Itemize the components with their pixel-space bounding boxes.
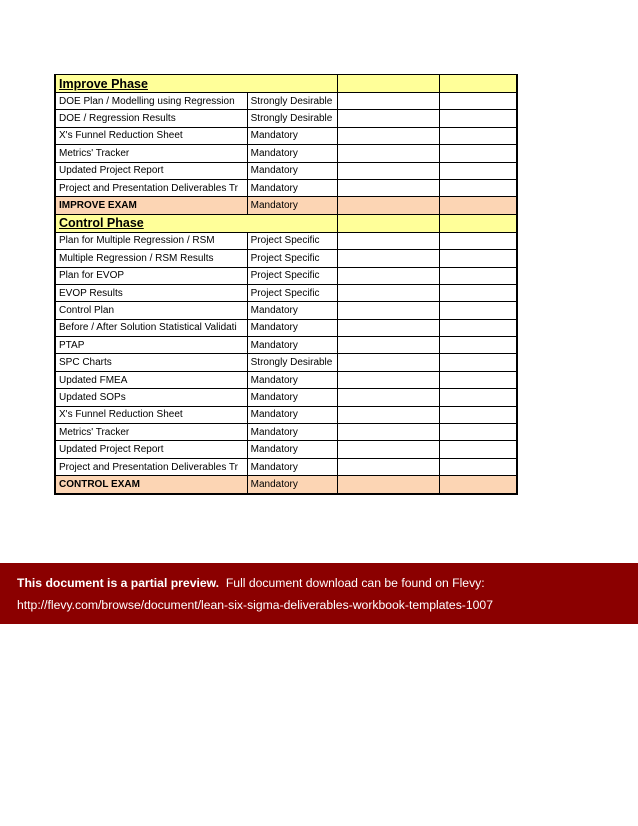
empty-cell[interactable]: [439, 424, 517, 441]
empty-cell[interactable]: [439, 232, 517, 249]
empty-cell[interactable]: [337, 232, 439, 249]
deliverable-cell[interactable]: Control Plan: [55, 302, 247, 319]
empty-cell[interactable]: [439, 93, 517, 110]
requirement-cell[interactable]: Mandatory: [247, 162, 337, 179]
table-row: [55, 458, 517, 475]
empty-cell[interactable]: [337, 389, 439, 406]
requirement-cell[interactable]: Mandatory: [247, 424, 337, 441]
table-row: [55, 337, 517, 354]
empty-cell[interactable]: [337, 302, 439, 319]
empty-cell[interactable]: [337, 319, 439, 336]
table-row: [55, 145, 517, 162]
empty-cell[interactable]: [439, 284, 517, 301]
deliverables-table: [54, 74, 518, 495]
empty-cell[interactable]: [337, 127, 439, 144]
empty-cell[interactable]: [439, 145, 517, 162]
requirement-cell[interactable]: Project Specific: [247, 232, 337, 249]
deliverable-cell[interactable]: Plan for Multiple Regression / RSM: [55, 232, 247, 249]
phase-empty-cell: [337, 214, 439, 232]
requirement-cell[interactable]: Mandatory: [247, 458, 337, 475]
table-row: [55, 302, 517, 319]
table-row: [55, 284, 517, 301]
preview-banner: [0, 563, 638, 624]
empty-cell[interactable]: [439, 319, 517, 336]
table-row: [55, 250, 517, 267]
empty-cell[interactable]: [337, 145, 439, 162]
requirement-cell[interactable]: Mandatory: [247, 406, 337, 423]
requirement-cell[interactable]: Strongly Desirable: [247, 93, 337, 110]
empty-cell[interactable]: [439, 441, 517, 458]
empty-cell[interactable]: [439, 406, 517, 423]
deliverable-cell[interactable]: Project and Presentation Deliverables Tr: [55, 179, 247, 196]
table-row: [55, 354, 517, 371]
empty-cell[interactable]: [337, 267, 439, 284]
empty-cell[interactable]: [337, 476, 439, 494]
deliverable-cell[interactable]: Project and Presentation Deliverables Tr: [55, 458, 247, 475]
empty-cell[interactable]: [337, 179, 439, 196]
deliverable-cell[interactable]: PTAP: [55, 337, 247, 354]
deliverable-cell[interactable]: Metrics' Tracker: [55, 424, 247, 441]
exam-requirement-cell[interactable]: Mandatory: [247, 197, 337, 214]
requirement-cell[interactable]: Project Specific: [247, 267, 337, 284]
deliverable-cell[interactable]: X's Funnel Reduction Sheet: [55, 127, 247, 144]
empty-cell[interactable]: [439, 179, 517, 196]
requirement-cell[interactable]: Mandatory: [247, 371, 337, 388]
banner-bold-text: This document is a partial preview.: [17, 576, 220, 590]
phase-title: Control Phase: [55, 214, 337, 232]
phase-header-row: [55, 214, 517, 232]
requirement-cell[interactable]: Project Specific: [247, 284, 337, 301]
empty-cell[interactable]: [439, 458, 517, 475]
deliverable-cell[interactable]: SPC Charts: [55, 354, 247, 371]
deliverable-cell[interactable]: Multiple Regression / RSM Results: [55, 250, 247, 267]
phase-empty-cell: [337, 75, 439, 93]
empty-cell[interactable]: [439, 110, 517, 127]
deliverable-cell[interactable]: EVOP Results: [55, 284, 247, 301]
empty-cell[interactable]: [439, 354, 517, 371]
deliverable-cell[interactable]: DOE Plan / Modelling using Regression: [55, 93, 247, 110]
exam-name-cell[interactable]: CONTROL EXAM: [55, 476, 247, 494]
empty-cell[interactable]: [439, 389, 517, 406]
table-row: [55, 267, 517, 284]
empty-cell[interactable]: [439, 337, 517, 354]
empty-cell[interactable]: [439, 127, 517, 144]
table-row: [55, 232, 517, 249]
table-row: [55, 93, 517, 110]
empty-cell[interactable]: [337, 250, 439, 267]
table-row: [55, 406, 517, 423]
exam-row: [55, 197, 517, 214]
empty-cell[interactable]: [439, 371, 517, 388]
requirement-cell[interactable]: Mandatory: [247, 319, 337, 336]
empty-cell[interactable]: [337, 354, 439, 371]
requirement-cell[interactable]: Mandatory: [247, 302, 337, 319]
empty-cell[interactable]: [337, 371, 439, 388]
requirement-cell[interactable]: Mandatory: [247, 389, 337, 406]
banner-download-link[interactable]: http://flevy.com/browse/document/lean-six-sigma-deliverables-workbook-templates-1007: [17, 598, 493, 612]
deliverable-cell[interactable]: Updated FMEA: [55, 371, 247, 388]
requirement-cell[interactable]: Strongly Desirable: [247, 354, 337, 371]
table-row: [55, 179, 517, 196]
deliverable-cell[interactable]: Updated Project Report: [55, 441, 247, 458]
table-row: [55, 319, 517, 336]
exam-requirement-cell[interactable]: Mandatory: [247, 476, 337, 494]
deliverable-cell[interactable]: Updated Project Report: [55, 162, 247, 179]
table-row: [55, 371, 517, 388]
requirement-cell[interactable]: Mandatory: [247, 127, 337, 144]
phase-title: Improve Phase: [55, 75, 337, 93]
empty-cell[interactable]: [337, 406, 439, 423]
empty-cell[interactable]: [439, 162, 517, 179]
table-row: [55, 162, 517, 179]
phase-empty-cell: [439, 75, 517, 93]
requirement-cell[interactable]: Mandatory: [247, 145, 337, 162]
requirement-cell[interactable]: Mandatory: [247, 337, 337, 354]
empty-cell[interactable]: [337, 337, 439, 354]
requirement-cell[interactable]: Project Specific: [247, 250, 337, 267]
deliverable-cell[interactable]: Plan for EVOP: [55, 267, 247, 284]
empty-cell[interactable]: [439, 267, 517, 284]
exam-name-cell[interactable]: IMPROVE EXAM: [55, 197, 247, 214]
empty-cell[interactable]: [337, 284, 439, 301]
requirement-cell[interactable]: Mandatory: [247, 441, 337, 458]
banner-message: [17, 576, 485, 590]
phase-header-row: [55, 75, 517, 93]
table-row: [55, 424, 517, 441]
table-row: [55, 110, 517, 127]
phase-empty-cell: [439, 214, 517, 232]
exam-row: [55, 476, 517, 494]
table-row: [55, 127, 517, 144]
table-row: [55, 389, 517, 406]
banner-text: Full document download can be found on Flevy:: [225, 576, 485, 590]
empty-cell[interactable]: [337, 458, 439, 475]
empty-cell[interactable]: [337, 93, 439, 110]
empty-cell[interactable]: [439, 250, 517, 267]
empty-cell[interactable]: [337, 441, 439, 458]
requirement-cell[interactable]: Strongly Desirable: [247, 110, 337, 127]
empty-cell[interactable]: [439, 197, 517, 214]
empty-cell[interactable]: [439, 302, 517, 319]
deliverable-cell[interactable]: Updated SOPs: [55, 389, 247, 406]
deliverable-cell[interactable]: DOE / Regression Results: [55, 110, 247, 127]
empty-cell[interactable]: [337, 162, 439, 179]
empty-cell[interactable]: [337, 110, 439, 127]
table-row: [55, 441, 517, 458]
deliverable-cell[interactable]: Before / After Solution Statistical Validati: [55, 319, 247, 336]
empty-cell[interactable]: [337, 424, 439, 441]
empty-cell[interactable]: [439, 476, 517, 494]
deliverable-cell[interactable]: Metrics' Tracker: [55, 145, 247, 162]
deliverable-cell[interactable]: X's Funnel Reduction Sheet: [55, 406, 247, 423]
requirement-cell[interactable]: Mandatory: [247, 179, 337, 196]
empty-cell[interactable]: [337, 197, 439, 214]
